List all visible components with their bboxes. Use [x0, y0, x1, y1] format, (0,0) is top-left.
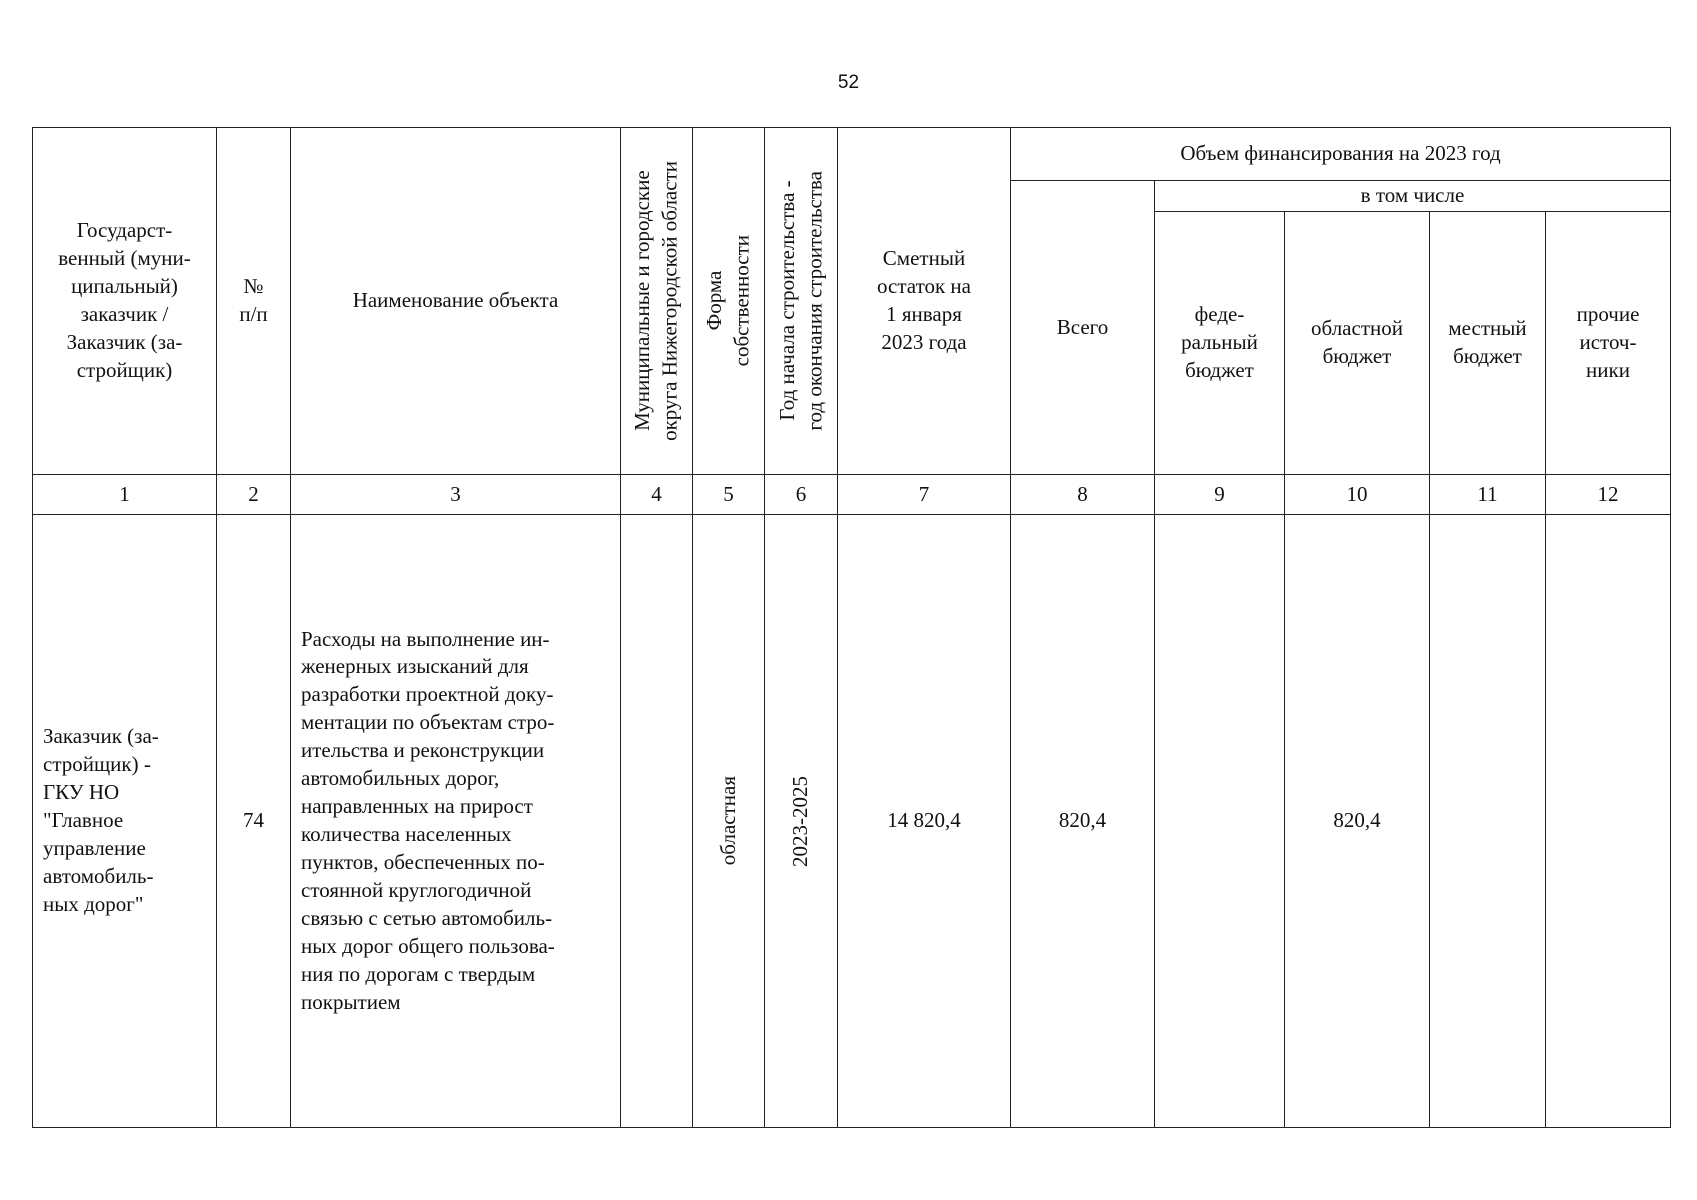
- column-number: 11: [1430, 475, 1546, 515]
- col-header-funding-group-text: Объем финансирования на 2023 год: [1180, 141, 1501, 166]
- col-header-number: [217, 128, 291, 475]
- col-header-local: [1430, 212, 1546, 475]
- investment-table: [32, 127, 1671, 1128]
- cell-object-name: [291, 515, 621, 1128]
- col-header-estimate-text: Сметный остаток на 1 января 2023 года: [877, 246, 971, 354]
- col-header-years: [765, 128, 838, 475]
- column-number: 2: [217, 475, 291, 515]
- cell-customer-text: Заказчик (за- стройщик) - ГКУ НО "Главное управление автомобиль- ных дорог": [43, 724, 159, 916]
- col-header-ownership-text: Форма собственности: [702, 235, 754, 367]
- cell-object-name-text: Расходы на выполнение ин- женерных изысканий для разработки проектной доку- ментации по объектам стро- ительства и реконструкции автомобильных дорог, направленных на прирост количества населенных пунктов, обеспеченных по- стоянной круглогодичной связью с сетью автомобиль- ных дорог общего пользова- ния по дорогам с твердым покрытием: [301, 626, 555, 1014]
- page-number: 52: [837, 72, 860, 93]
- cell-total: 820,4: [1011, 515, 1155, 1128]
- column-number: 7: [838, 475, 1011, 515]
- col-header-total: [1011, 181, 1155, 475]
- col-header-ownership: [693, 128, 765, 475]
- column-number: 9: [1155, 475, 1285, 515]
- cell-number: 74: [217, 515, 291, 1128]
- col-header-regional-text: областной бюджет: [1311, 316, 1403, 368]
- cell-federal: [1155, 515, 1285, 1128]
- column-number: 1: [33, 475, 217, 515]
- col-header-including-text: в том числе: [1360, 183, 1465, 208]
- cell-regional: 820,4: [1285, 515, 1430, 1128]
- column-number-row: [33, 475, 1671, 515]
- column-number: 4: [621, 475, 693, 515]
- column-number: 5: [693, 475, 765, 515]
- cell-years-text: 2023-2025: [788, 775, 813, 867]
- col-header-including: [1155, 181, 1671, 212]
- col-header-customer-text: Государст- венный (муни- ципальный) заказчик / Заказчик (за- стройщик): [58, 218, 191, 382]
- column-number: 6: [765, 475, 838, 515]
- col-header-other-text: прочие источ- ники: [1576, 302, 1640, 382]
- col-header-municipality-text: Муниципальные и городские округа Нижегородской области: [630, 161, 682, 441]
- cell-customer: [33, 515, 217, 1128]
- col-header-federal-text: феде- ральный бюджет: [1181, 302, 1258, 382]
- cell-ownership-text: областная: [715, 776, 740, 866]
- column-number: 3: [291, 475, 621, 515]
- col-header-years-text: Год начала строительства - год окончания строительства: [774, 171, 826, 431]
- cell-estimate: 14 820,4: [838, 515, 1011, 1128]
- col-header-regional: [1285, 212, 1430, 475]
- cell-other: [1546, 515, 1671, 1128]
- cell-years: [765, 515, 838, 1128]
- column-number: 8: [1011, 475, 1155, 515]
- col-header-estimate: [838, 128, 1011, 475]
- col-header-federal: [1155, 212, 1285, 475]
- col-header-total-text: Всего: [1056, 314, 1109, 339]
- header-row: [33, 128, 1671, 181]
- col-header-other: [1546, 212, 1671, 475]
- col-header-local-text: местный бюджет: [1448, 316, 1527, 368]
- col-header-object-name-text: Наименование объекта: [352, 288, 559, 313]
- column-number: 10: [1285, 475, 1430, 515]
- cell-municipality: [621, 515, 693, 1128]
- col-header-customer: [33, 128, 217, 475]
- cell-local: [1430, 515, 1546, 1128]
- col-header-object-name: [291, 128, 621, 475]
- table-row: [33, 515, 1671, 1128]
- column-number: 12: [1546, 475, 1671, 515]
- cell-ownership: [693, 515, 765, 1128]
- col-header-funding-group: [1011, 128, 1671, 181]
- col-header-number-text: № п/п: [239, 274, 268, 326]
- col-header-municipality: [621, 128, 693, 475]
